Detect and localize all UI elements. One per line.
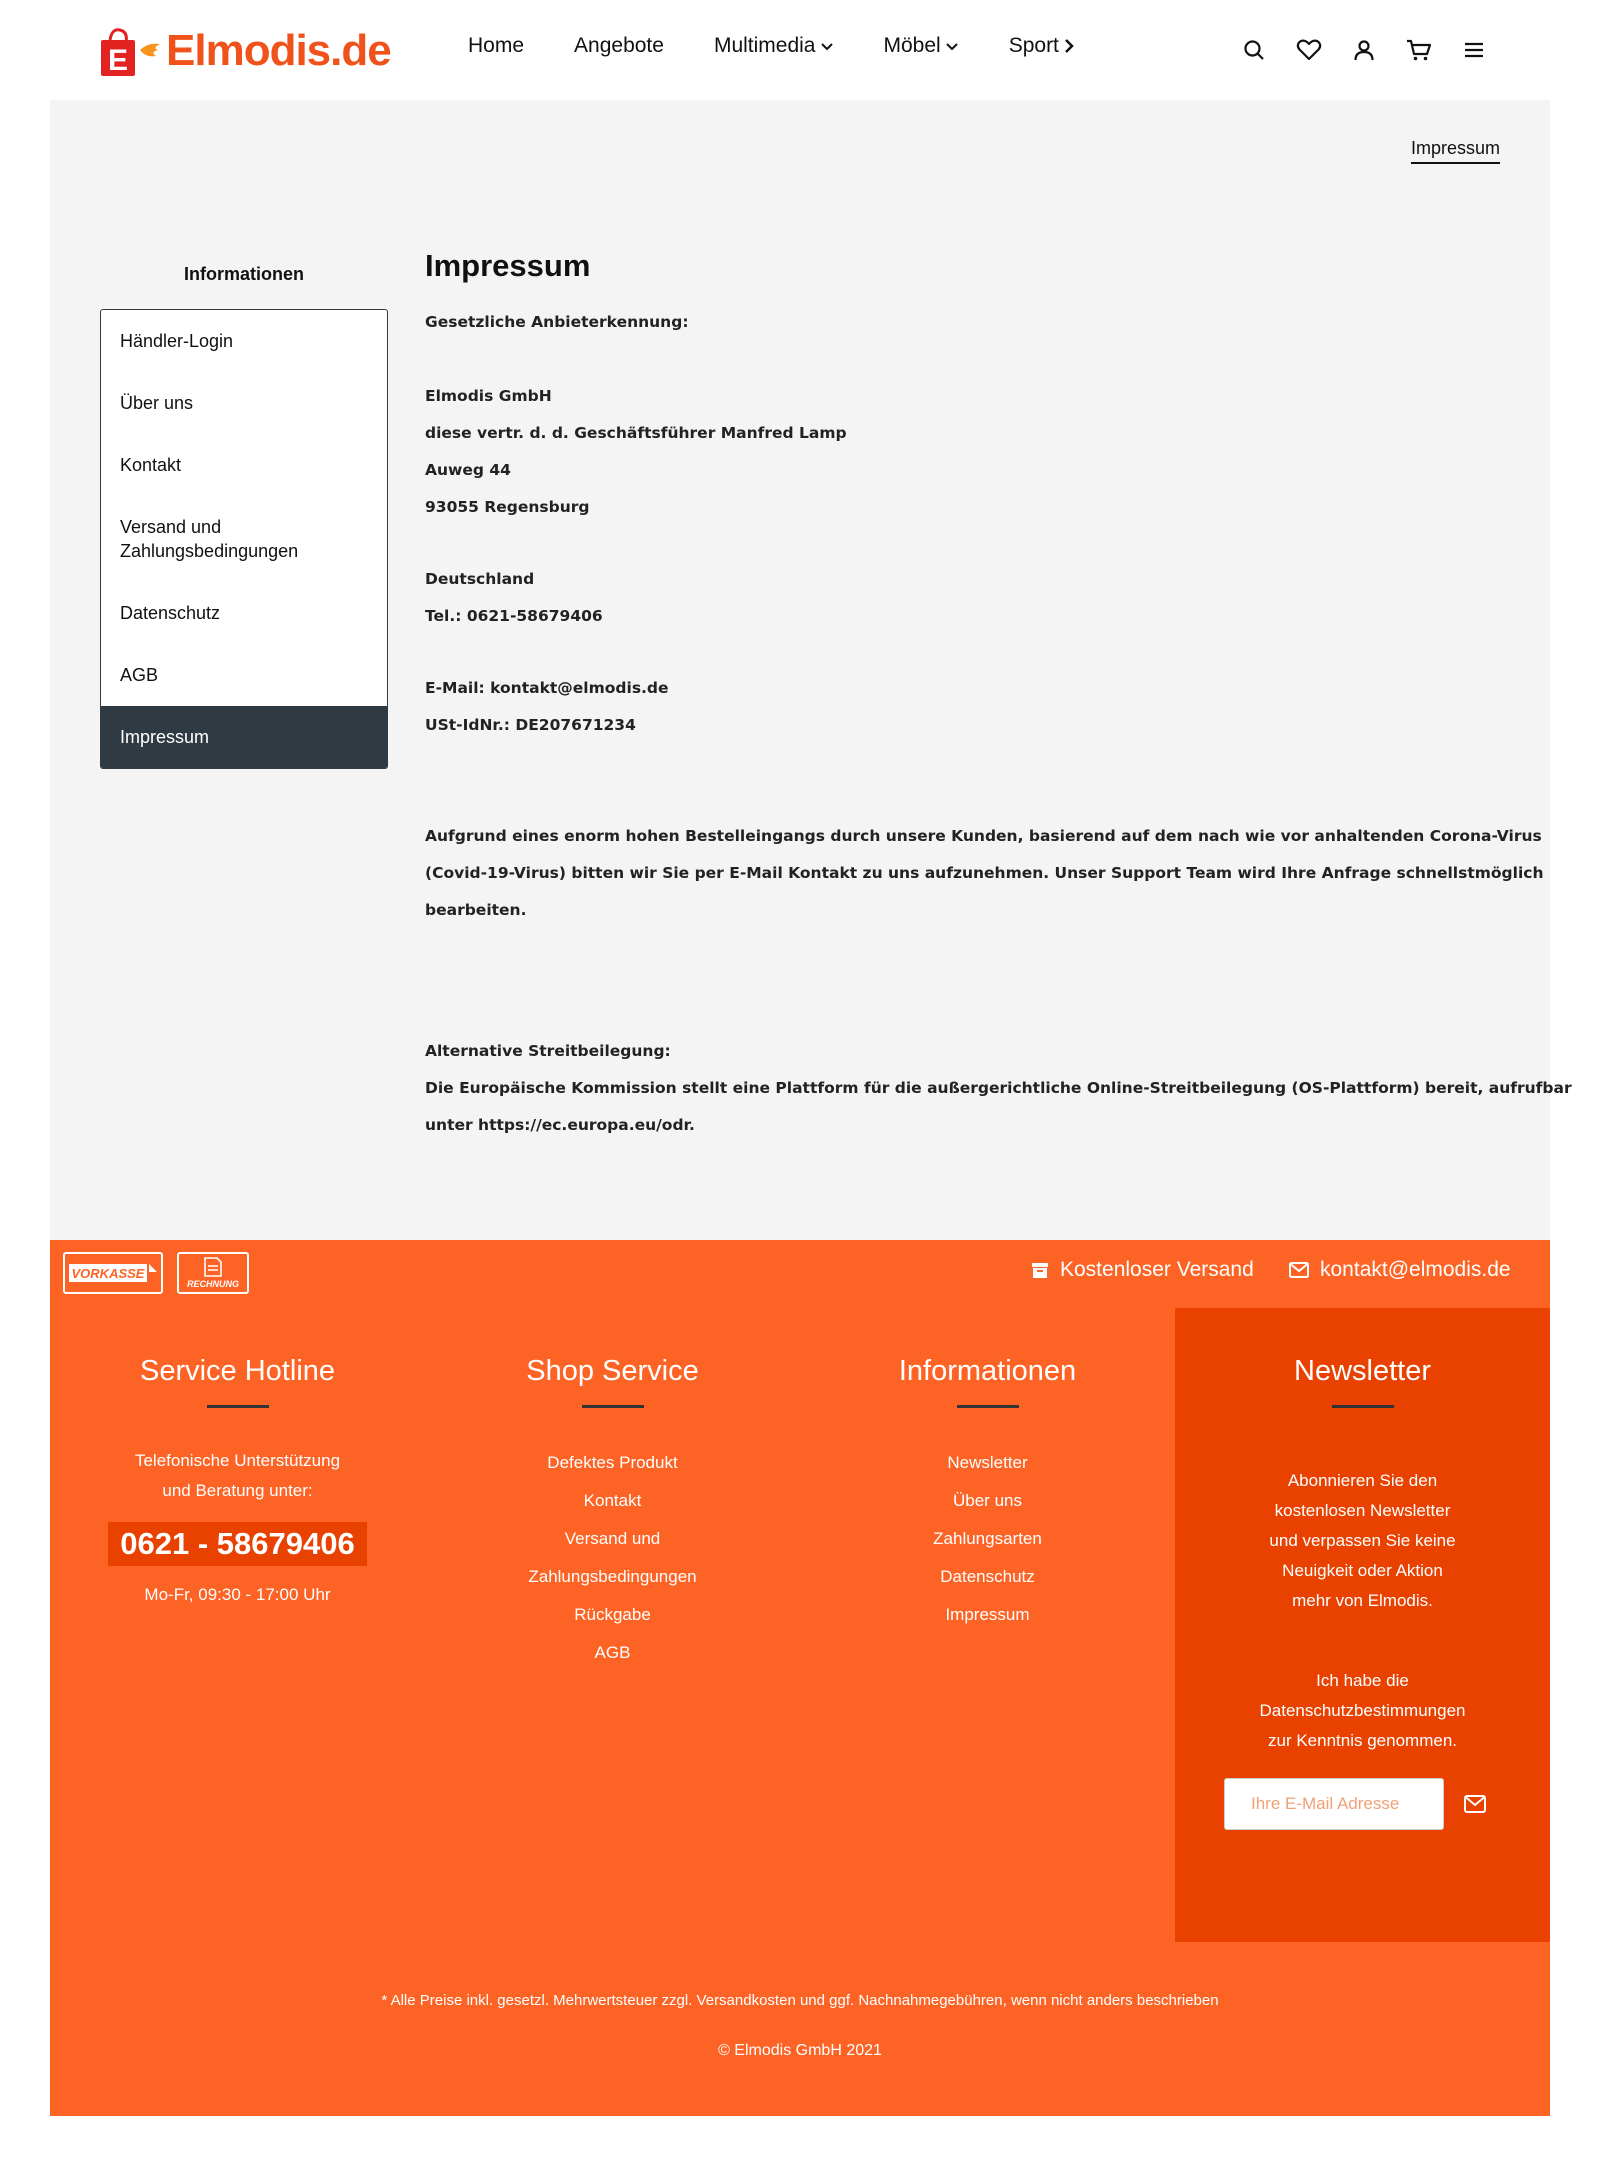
notice-line: bearbeiten. xyxy=(425,901,527,919)
footer-email: kontakt@elmodis.de xyxy=(1320,1258,1511,1281)
sidebar-item-impressum[interactable]: Impressum xyxy=(101,706,387,768)
sidebar-item-haendler-login[interactable]: Händler-Login xyxy=(120,331,234,351)
nav-angebote[interactable] xyxy=(574,34,664,58)
main-nav xyxy=(468,34,1125,58)
footer-link-impressum[interactable]: Impressum xyxy=(945,1605,1030,1624)
representative: diese vertr. d. d. Geschäftsführer Manfred Lamp xyxy=(425,424,847,442)
title-underline xyxy=(207,1405,269,1408)
newsletter-text: mehr von Elmodis. xyxy=(1292,1591,1433,1610)
footer-link-zahlungsbedingungen[interactable]: Zahlungsbedingungen xyxy=(528,1567,697,1586)
newsletter-email-input[interactable]: Ihre E-Mail Adresse xyxy=(1224,1778,1444,1830)
vat-id: USt-IdNr.: DE207671234 xyxy=(425,716,636,734)
nav-multimedia[interactable] xyxy=(714,34,834,58)
sidebar-item-kontakt[interactable]: Kontakt xyxy=(120,455,182,475)
dispute-label: Alternative Streitbeilegung: xyxy=(425,1042,671,1060)
phone: Tel.: 0621-58679406 xyxy=(425,607,603,625)
hotline-text: Telefonische Unterstützung xyxy=(134,1451,341,1470)
header xyxy=(0,0,1600,100)
footer-link-defektes-produkt[interactable]: Defektes Produkt xyxy=(547,1453,678,1472)
svg-text:VORKASSE: VORKASSE xyxy=(71,1266,145,1281)
mail-icon xyxy=(1463,1794,1487,1814)
nav-label: Möbel xyxy=(883,34,941,57)
chevron-down-icon xyxy=(820,41,834,51)
header-icons xyxy=(1238,34,1490,66)
newsletter-submit-button[interactable] xyxy=(1460,1789,1490,1819)
nav-sport[interactable] xyxy=(1009,34,1075,58)
company-name: Elmodis GmbH xyxy=(425,387,552,405)
footer-hotline xyxy=(50,1355,425,1610)
hotline-phone[interactable]: 0621 - 58679406 xyxy=(108,1522,366,1566)
dispute-line: Die Europäische Kommission stellt eine Plattform für die außergerichtliche Online-Streitbeilegung (OS-Plattform) bereit, aufrufbar xyxy=(425,1079,1572,1097)
title-underline xyxy=(1332,1405,1394,1408)
search-icon[interactable] xyxy=(1238,34,1270,66)
anbieter-label: Gesetzliche Anbieterkennung: xyxy=(425,313,689,331)
box-icon xyxy=(1030,1260,1050,1280)
sidebar-item-agb[interactable]: AGB xyxy=(120,665,159,685)
cart-icon[interactable] xyxy=(1403,34,1435,66)
footer-newsletter xyxy=(1175,1355,1550,1756)
nav-label: Home xyxy=(468,34,525,57)
rechnung-icon xyxy=(180,1255,246,1291)
nav-label: Angebote xyxy=(574,34,664,57)
page-title: Impressum xyxy=(425,248,591,283)
sidebar-title: Informationen xyxy=(184,264,304,284)
title-underline xyxy=(957,1405,1019,1408)
footer-link-kontakt[interactable]: Kontakt xyxy=(583,1491,642,1510)
country: Deutschland xyxy=(425,570,535,588)
svg-text:RECHNUNG: RECHNUNG xyxy=(186,1279,240,1289)
newsletter-title: Newsletter xyxy=(1294,1355,1431,1387)
nav-home[interactable] xyxy=(468,34,524,58)
price-disclaimer: * Alle Preise inkl. gesetzl. Mehrwertsteuer zzgl. Versandkosten und ggf. Nachnahmegebühren, wenn nicht anders beschrieben xyxy=(381,1992,1219,2009)
shop-service-title: Shop Service xyxy=(526,1355,699,1387)
notice-line: (Covid-19-Virus) bitten wir Sie per E-Mail Kontakt zu uns aufzunehmen. Unser Support Team wird Ihre Anfrage schnellstmöglich xyxy=(425,864,1544,882)
email: E-Mail: kontakt@elmodis.de xyxy=(425,679,669,697)
footer-link-newsletter[interactable]: Newsletter xyxy=(947,1453,1028,1472)
street: Auweg 44 xyxy=(425,461,511,479)
sidebar-item-ueber-uns[interactable]: Über uns xyxy=(120,393,194,413)
footer-link-agb[interactable]: AGB xyxy=(594,1643,631,1662)
copyright: © Elmodis GmbH 2021 xyxy=(718,2042,882,2059)
footer-link-versand[interactable]: Versand und xyxy=(564,1529,661,1548)
shopping-bag-logo-icon xyxy=(98,26,142,76)
main-content xyxy=(50,100,1572,1240)
newsletter-text: Abonnieren Sie den xyxy=(1287,1471,1438,1490)
logo[interactable] xyxy=(98,20,391,82)
logo-text: Elmodis.de xyxy=(166,26,391,75)
free-shipping-label: Kostenloser Versand xyxy=(1060,1258,1254,1281)
impressum-content xyxy=(425,248,1572,1134)
hotline-title: Service Hotline xyxy=(139,1355,336,1387)
privacy-consent[interactable] xyxy=(1175,1666,1550,1756)
svg-text:E: E xyxy=(107,44,129,77)
payment-badge-rechnung xyxy=(177,1252,249,1294)
nav-label: Multimedia xyxy=(713,34,816,57)
user-icon[interactable] xyxy=(1348,34,1380,66)
sidebar-item-versand[interactable]: Versand und Zahlungsbedingungen xyxy=(120,517,299,561)
city: 93055 Regensburg xyxy=(425,498,590,516)
newsletter-text: Neuigkeit oder Aktion xyxy=(1282,1561,1443,1580)
title-underline xyxy=(582,1405,644,1408)
heart-icon[interactable] xyxy=(1293,34,1325,66)
privacy-text: zur Kenntnis genommen. xyxy=(1268,1731,1457,1750)
chevron-right-icon xyxy=(1063,38,1075,54)
footer-informationen xyxy=(800,1355,1175,1634)
dispute-line: unter https://ec.europa.eu/odr. xyxy=(425,1116,695,1134)
footer-link-ueber-uns[interactable]: Über uns xyxy=(953,1491,1022,1510)
nav-moebel[interactable] xyxy=(884,34,959,58)
payment-badge-vorkasse xyxy=(63,1252,163,1294)
footer-email-link[interactable] xyxy=(1288,1258,1511,1282)
mail-icon xyxy=(1288,1261,1310,1279)
privacy-text: Ich habe die xyxy=(1316,1671,1409,1690)
footer xyxy=(50,1240,1550,2116)
vorkasse-icon xyxy=(67,1258,159,1288)
sidebar-item-datenschutz[interactable]: Datenschutz xyxy=(120,603,221,623)
free-shipping-info xyxy=(1030,1258,1254,1282)
sidebar-menu xyxy=(100,309,388,769)
footer-link-rueckgabe[interactable]: Rückgabe xyxy=(574,1605,651,1624)
footer-link-datenschutz[interactable]: Datenschutz xyxy=(940,1567,1035,1586)
newsletter-text: und verpassen Sie keine xyxy=(1269,1531,1456,1550)
footer-shop-service xyxy=(425,1355,800,1672)
chevron-down-icon xyxy=(945,41,959,51)
nav-label: Sport xyxy=(1008,34,1059,57)
privacy-text: Datenschutzbestimmungen xyxy=(1259,1701,1466,1720)
newsletter-text: kostenlosen Newsletter xyxy=(1274,1501,1451,1520)
informationen-title: Informationen xyxy=(898,1355,1077,1387)
menu-icon[interactable] xyxy=(1458,34,1490,66)
hotline-hours: Mo-Fr, 09:30 - 17:00 Uhr xyxy=(144,1585,331,1604)
notice-line: Aufgrund eines enorm hohen Bestelleingangs durch unsere Kunden, basierend auf dem nach wie vor anhaltenden Corona-Virus xyxy=(425,827,1542,845)
hotline-text: und Beratung unter: xyxy=(162,1481,313,1500)
footer-link-zahlungsarten[interactable]: Zahlungsarten xyxy=(933,1529,1042,1548)
breadcrumb[interactable]: Impressum xyxy=(1411,138,1500,164)
